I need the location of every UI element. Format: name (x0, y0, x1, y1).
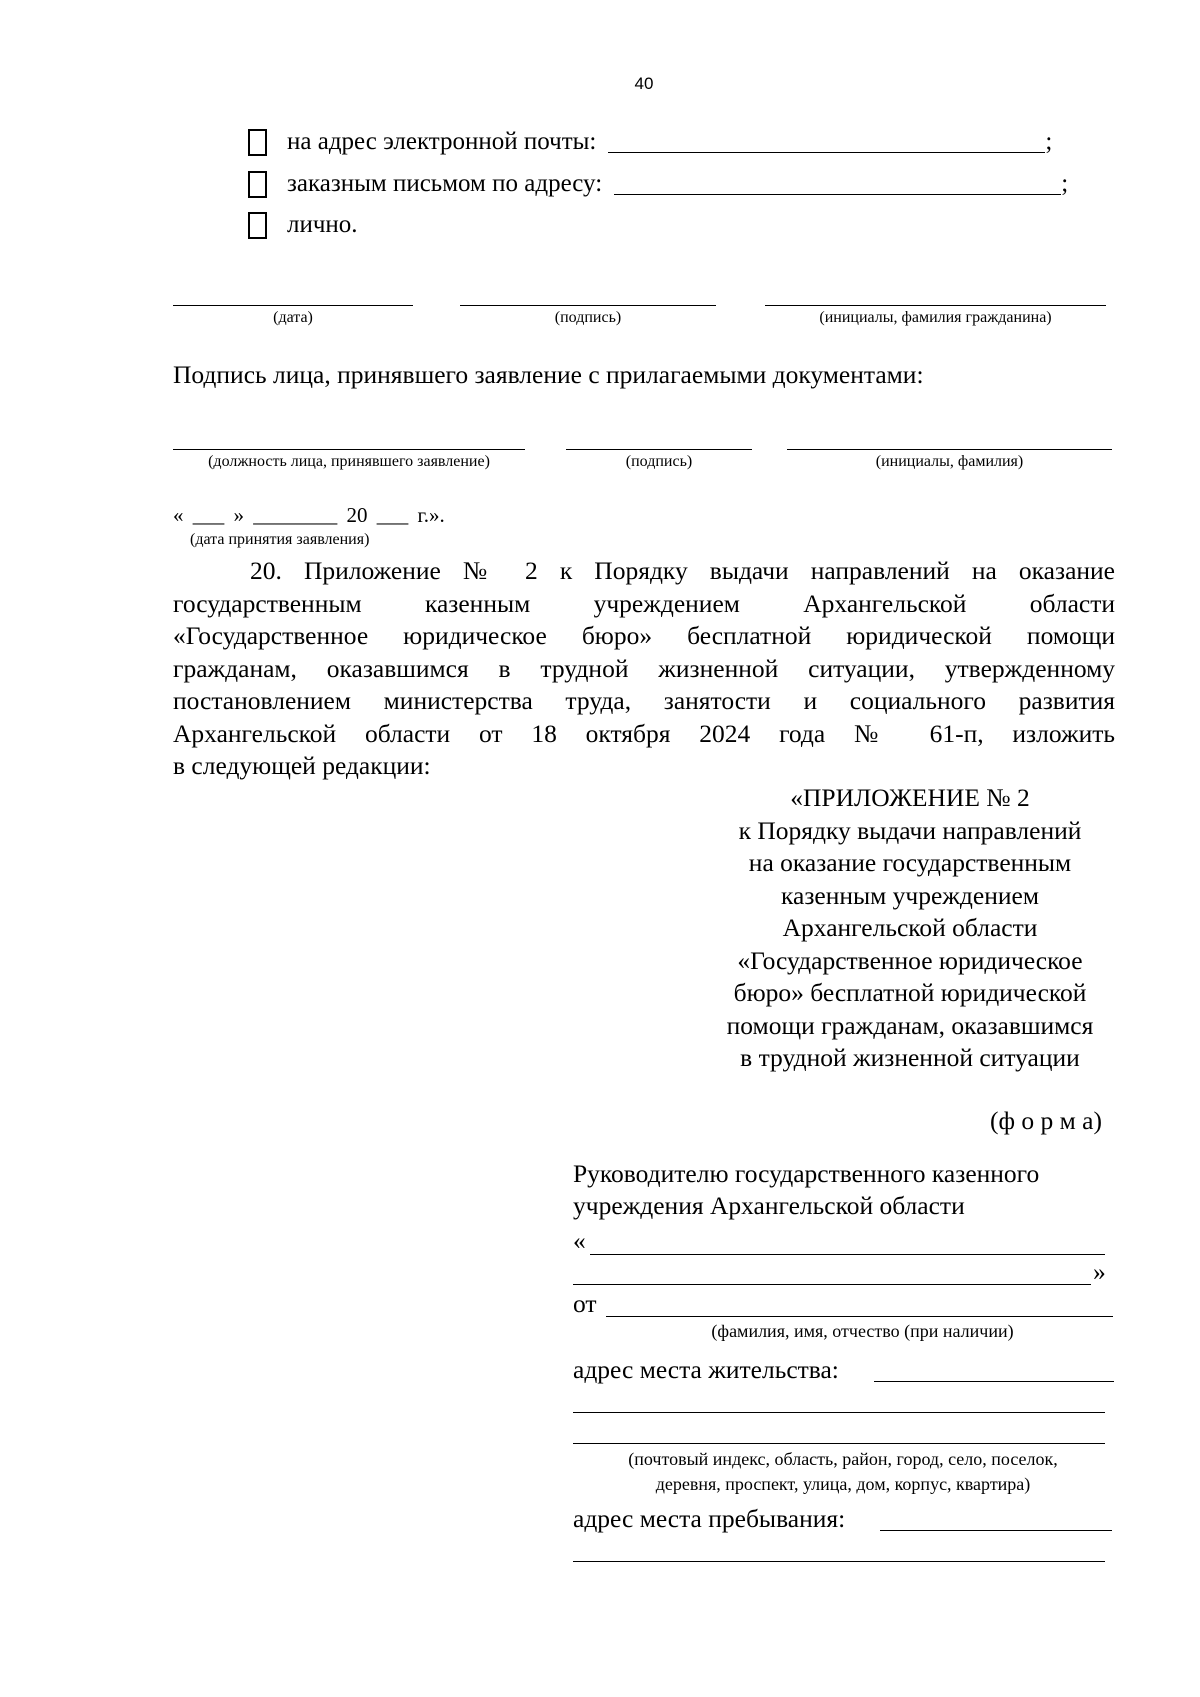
residence-label: адрес места жительства: (573, 1355, 839, 1384)
paragraph-line: в следующей редакции: (173, 751, 431, 780)
form-label: (ф о р м а) (990, 1106, 1102, 1135)
appendix-header-line: в трудной жизненной ситуации (740, 1043, 1080, 1072)
appendix-header-line: на оказание государственным (748, 848, 1072, 877)
residence-line-1[interactable] (874, 1381, 1114, 1382)
address-caption-1: (почтовый индекс, область, район, город, село, поселок, (628, 1449, 1058, 1469)
appendix-header-line: помощи гражданам, оказавшимся (726, 1010, 1094, 1040)
address-caption-2: деревня, проспект, улица, дом, корпус, квартира) (655, 1474, 1031, 1494)
date-caption: (дата) (273, 309, 313, 326)
appendix-header-line: «Государственное юридическое (737, 945, 1083, 975)
delivery-option-personal (248, 211, 358, 239)
receiver-signature-line[interactable] (566, 449, 752, 450)
paragraph-line: 20. Приложение № 2 к Порядку выдачи направлений на оказание (250, 556, 1115, 585)
stay-line-2[interactable] (573, 1561, 1105, 1562)
name-signature-line[interactable] (765, 305, 1106, 306)
delivery-option-label: заказным письмом по адресу: (287, 170, 603, 197)
appendix-header-line: казенным учреждением (781, 880, 1039, 910)
signature-caption: (подпись) (554, 309, 622, 326)
receiver-signature-caption: (подпись) (625, 453, 693, 470)
delivery-option-mail (248, 170, 1068, 198)
receiver-heading: Подпись лица, принявшего заявление с прилагаемыми документами: (173, 360, 924, 389)
paragraph-line: «Государственное юридическое бюро» бесплатной юридической помощи (173, 621, 1115, 650)
delivery-option-email (248, 128, 1052, 156)
delivery-option-suffix: ; (1061, 170, 1069, 197)
stay-line-1[interactable] (880, 1530, 1112, 1531)
name-caption: (инициалы, фамилия гражданина) (819, 309, 1052, 326)
open-quote: « (573, 1226, 586, 1255)
residence-line-3[interactable] (573, 1443, 1105, 1444)
paragraph-line: гражданам, оказавшимся в трудной жизненной ситуации, утвержденному (173, 653, 1115, 683)
institution-name-line-1[interactable] (590, 1254, 1105, 1255)
email-field-line[interactable] (608, 132, 1045, 153)
appendix-header-line: «ПРИЛОЖЕНИЕ № 2 (790, 783, 1030, 812)
receiver-name-line[interactable] (787, 449, 1112, 450)
residence-line-2[interactable] (573, 1412, 1105, 1413)
paragraph-20 (173, 555, 1115, 783)
mail-address-field-line[interactable] (614, 174, 1061, 195)
name-field-caption: (фамилия, имя, отчество (при наличии) (711, 1321, 1014, 1341)
appendix-header-line: к Порядку выдачи направлений (738, 815, 1082, 845)
receiver-name-caption: (инициалы, фамилия) (875, 453, 1024, 470)
date-signature-line[interactable] (173, 305, 413, 306)
paragraph-line: государственным казенным учреждением Архангельской области (173, 588, 1115, 618)
paragraph-line: постановлением министерства труда, занятости и социального развития (173, 686, 1115, 715)
checkbox-icon[interactable] (248, 212, 267, 239)
position-signature-line[interactable] (173, 449, 525, 450)
addressee-line-1: Руководителю государственного казенного (573, 1159, 1040, 1188)
paragraph-line: Архангельской области от 18 октября 2024 года № 61-п, изложить (173, 718, 1115, 748)
appendix-header-line: бюро» бесплатной юридической (733, 978, 1087, 1007)
checkbox-icon[interactable] (248, 129, 267, 156)
page-number: 40 (634, 74, 654, 93)
checkbox-icon[interactable] (248, 171, 267, 198)
delivery-option-label: на адрес электронной почты: (287, 128, 597, 155)
acceptance-date-line: « ___ » ________ 20 ___ г.». (173, 503, 445, 527)
stay-label: адрес места пребывания: (573, 1504, 846, 1533)
appendix-header-line: Архангельской области (782, 913, 1038, 942)
applicant-name-line[interactable] (606, 1316, 1113, 1317)
institution-name-line-2[interactable] (573, 1284, 1091, 1285)
from-label: от (573, 1289, 597, 1318)
appendix-header (690, 782, 1130, 1075)
position-caption: (должность лица, принявшего заявление) (208, 453, 490, 470)
signature-line[interactable] (460, 305, 716, 306)
acceptance-date-caption: (дата принятия заявления) (190, 531, 370, 548)
close-quote: » (1093, 1257, 1106, 1286)
addressee-line-2: учреждения Архангельской области (573, 1191, 965, 1220)
delivery-option-suffix: ; (1045, 128, 1053, 155)
delivery-option-label: лично. (287, 211, 358, 238)
